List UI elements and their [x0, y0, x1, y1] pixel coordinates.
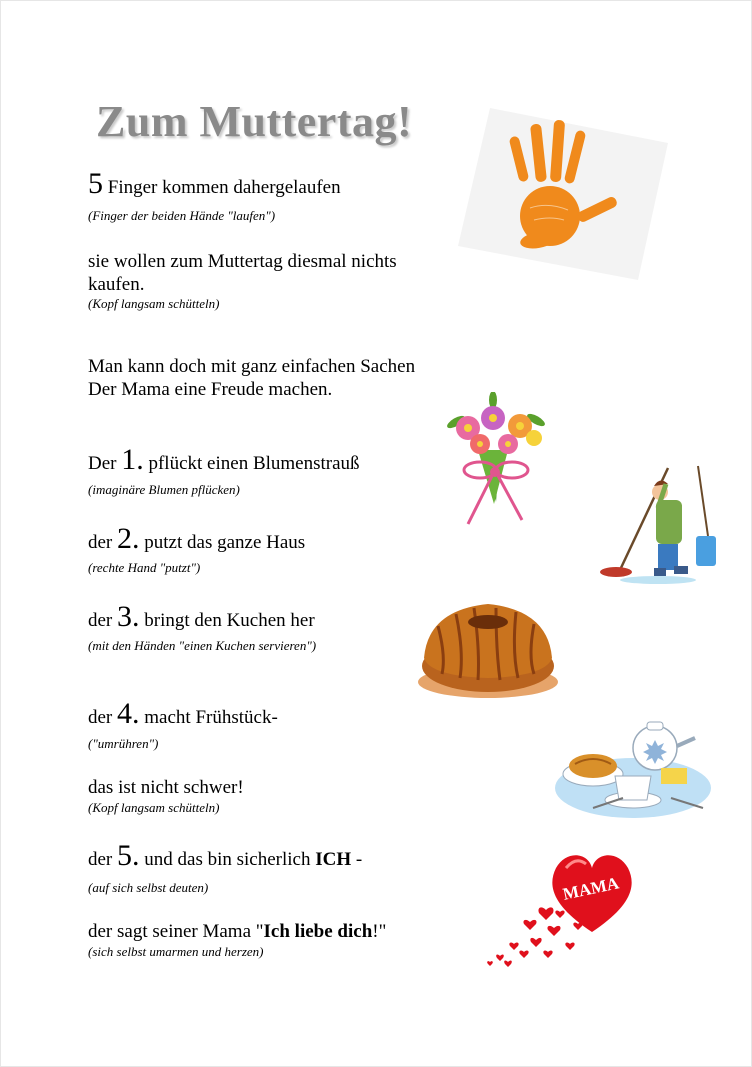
finger-2-hint: (rechte Hand "putzt")	[88, 560, 201, 575]
finger-1-prefix: Der	[88, 453, 122, 474]
mama-heart-icon	[484, 848, 640, 974]
finger-5-bold: ICH	[315, 849, 352, 870]
finger-4-hint: ("umrühren")	[88, 736, 159, 751]
finger-3-prefix: der	[88, 610, 118, 631]
finger-3-text: bringt den Kuchen her	[139, 610, 315, 631]
finger-4-prefix: der	[88, 707, 118, 728]
finger-4-number: 4.	[117, 697, 140, 730]
finger-5-hint: (auf sich selbst deuten)	[88, 880, 209, 895]
finger-2-prefix: der	[88, 532, 118, 553]
handprint-icon	[458, 98, 668, 280]
finger-3-hint: (mit den Händen "einen Kuchen servieren")	[88, 638, 317, 653]
finger-1-line	[88, 443, 360, 476]
breakfast-icon	[553, 716, 713, 822]
finger-4-text: macht Frühstück-	[139, 707, 278, 728]
ending-bold: Ich liebe dich	[263, 921, 373, 942]
finger-5-line	[88, 839, 363, 872]
verse-4-hint: (Kopf langsam schütteln)	[88, 800, 220, 815]
heart-label: MAMA	[561, 873, 621, 904]
verse-2-line-2: kaufen.	[88, 274, 145, 295]
page-title: Zum Muttertag!	[96, 97, 413, 146]
ending-line	[88, 920, 386, 944]
verse-1-hint: (Finger der beiden Hände "laufen")	[88, 208, 276, 223]
verse-1-line	[88, 167, 341, 200]
cleaning-person-icon	[598, 462, 724, 586]
flower-bouquet-icon	[438, 392, 553, 530]
verse-3-line-2: Der Mama eine Freude machen.	[88, 379, 333, 400]
cake-icon	[416, 596, 560, 700]
ending-suffix: !"	[372, 921, 387, 942]
finger-2-number: 2.	[117, 522, 140, 555]
finger-1-number: 1.	[121, 443, 144, 476]
finger-1-text: pflückt einen Blumenstrauß	[143, 453, 360, 474]
verse-2-hint: (Kopf langsam schütteln)	[88, 296, 220, 311]
finger-2-line	[88, 522, 306, 555]
verse-4-line: das ist nicht schwer!	[88, 777, 244, 798]
verse-1-number: 5	[88, 167, 103, 200]
finger-5-number: 5.	[117, 839, 140, 872]
finger-5-suffix: -	[351, 849, 363, 870]
finger-3-number: 3.	[117, 600, 140, 633]
verse-2-line-1: sie wollen zum Muttertag diesmal nichts	[88, 251, 397, 272]
finger-4-line	[88, 697, 278, 730]
finger-3-line	[88, 600, 315, 633]
ending-hint: (sich selbst umarmen und herzen)	[88, 944, 264, 959]
finger-2-text: putzt das ganze Haus	[139, 532, 306, 553]
verse-3-line-1: Man kann doch mit ganz einfachen Sachen	[88, 356, 416, 377]
finger-5-text: und das bin sicherlich	[139, 849, 316, 870]
verse-1-text: Finger kommen dahergelaufen	[103, 177, 341, 198]
ending-prefix: der sagt seiner Mama "	[88, 921, 264, 942]
finger-1-hint: (imaginäre Blumen pflücken)	[88, 482, 240, 497]
finger-5-prefix: der	[88, 849, 118, 870]
